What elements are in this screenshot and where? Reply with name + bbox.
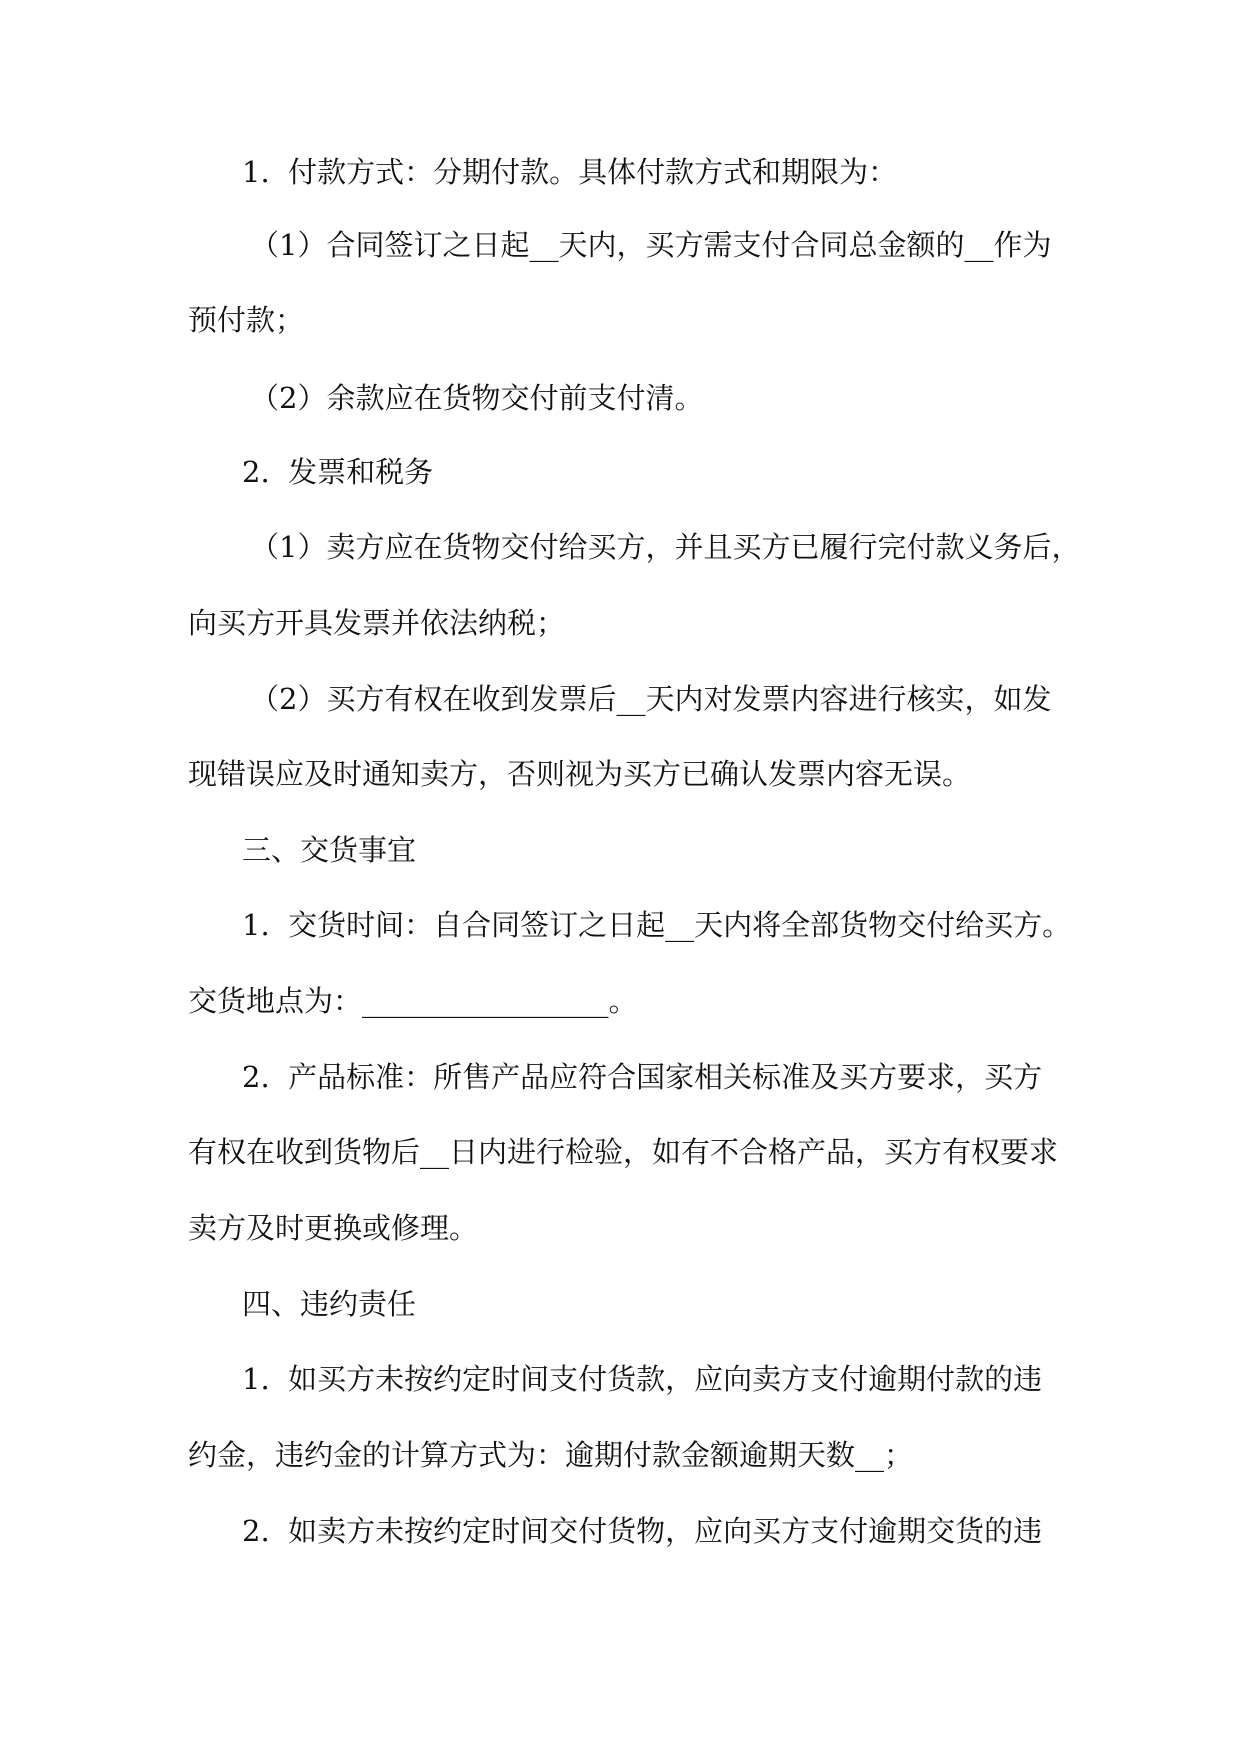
text-line: （1）合同签订之日起__天内，买方需支付合同总金额的__作为	[250, 228, 1052, 262]
text-line: 预付款；	[188, 303, 305, 337]
text-line: 向买方开具发票并依法纳税；	[188, 606, 566, 640]
text-line: 约金，违约金的计算方式为：逾期付款金额逾期天数__；	[188, 1438, 914, 1472]
section-heading: 三、交货事宜	[242, 833, 417, 867]
text-line: 1. 如买方未按约定时间支付货款，应向卖方支付逾期付款的违	[242, 1362, 1043, 1396]
text-line: 现错误应及时通知卖方，否则视为买方已确认发票内容无误。	[188, 757, 972, 791]
text-line: （1）卖方应在货物交付给买方，并且买方已履行完付款义务后，	[250, 530, 1081, 564]
text-line: 2. 如卖方未按约定时间交付货物，应向买方支付逾期交货的违	[242, 1514, 1043, 1548]
text-line: 卖方及时更换或修理。	[188, 1211, 479, 1245]
text-line: 有权在收到货物后__日内进行检验，如有不合格产品，买方有权要求	[188, 1135, 1059, 1169]
text-line: 交货地点为：_________________。	[188, 984, 638, 1018]
text-line: （2）买方有权在收到发票后__天内对发票内容进行核实，如发	[250, 682, 1052, 716]
text-line: 2. 发票和税务	[242, 455, 434, 489]
text-line: 1. 交货时间：自合同签订之日起__天内将全部货物交付给买方。	[242, 908, 1072, 942]
text-line: 2. 产品标准：所售产品应符合国家相关标准及买方要求，买方	[242, 1060, 1043, 1094]
section-heading: 四、违约责任	[242, 1287, 417, 1321]
text-line: （2）余款应在货物交付前支付清。	[250, 381, 704, 415]
text-line: 1. 付款方式：分期付款。具体付款方式和期限为：	[242, 155, 898, 189]
